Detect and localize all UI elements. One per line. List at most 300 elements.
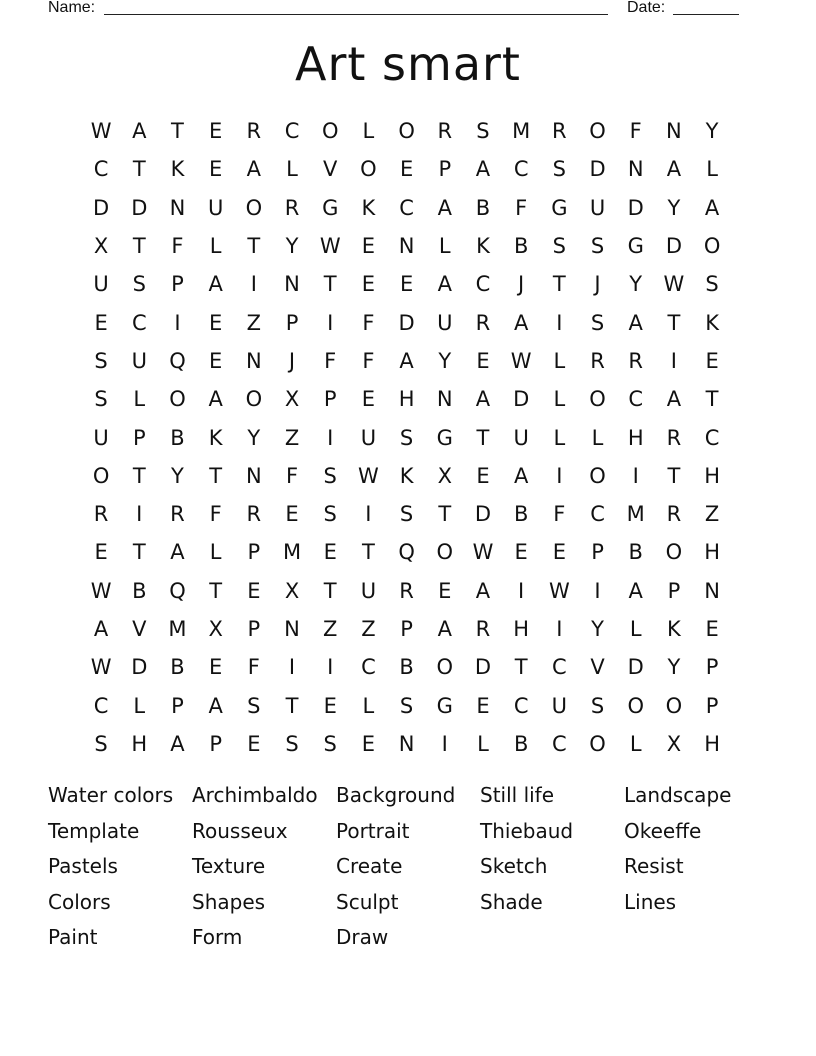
- grid-letter[interactable]: I: [327, 425, 334, 450]
- grid-letter[interactable]: L: [133, 693, 146, 718]
- grid-letter[interactable]: A: [132, 119, 147, 144]
- grid-letter[interactable]: D: [665, 234, 682, 259]
- grid-letter[interactable]: F: [515, 195, 528, 220]
- grid-letter[interactable]: P: [285, 310, 299, 335]
- grid-letter[interactable]: T: [132, 234, 146, 259]
- grid-letter[interactable]: A: [437, 272, 452, 297]
- grid-letter[interactable]: L: [209, 540, 222, 565]
- grid-letter[interactable]: M: [512, 119, 531, 144]
- grid-letter[interactable]: E: [476, 463, 490, 488]
- grid-letter[interactable]: E: [361, 731, 376, 756]
- grid-letter[interactable]: L: [438, 234, 451, 259]
- grid-letter[interactable]: A: [666, 157, 682, 182]
- grid-letter[interactable]: F: [629, 119, 642, 144]
- grid-letter[interactable]: Y: [667, 195, 681, 220]
- grid-letter[interactable]: B: [475, 195, 491, 220]
- grid-letter[interactable]: C: [513, 693, 529, 718]
- grid-letter[interactable]: A: [513, 310, 529, 335]
- grid-letter[interactable]: E: [94, 540, 108, 565]
- grid-letter[interactable]: F: [324, 348, 337, 373]
- grid-letter[interactable]: G: [627, 234, 644, 259]
- grid-letter[interactable]: E: [476, 693, 490, 718]
- grid-letter[interactable]: S: [705, 272, 719, 297]
- grid-letter[interactable]: I: [327, 310, 334, 335]
- grid-letter[interactable]: V: [132, 617, 147, 641]
- grid-letter[interactable]: A: [666, 387, 682, 412]
- grid-letter[interactable]: A: [513, 463, 529, 488]
- grid-letter[interactable]: M: [168, 617, 187, 641]
- grid-letter[interactable]: I: [518, 578, 525, 603]
- grid-letter[interactable]: S: [476, 119, 490, 144]
- grid-letter[interactable]: C: [284, 119, 300, 144]
- grid-letter[interactable]: D: [513, 387, 530, 412]
- grid-letter[interactable]: Z: [704, 502, 720, 527]
- grid-letter[interactable]: E: [438, 578, 452, 603]
- grid-letter[interactable]: P: [247, 617, 261, 641]
- grid-letter[interactable]: E: [361, 234, 376, 259]
- grid-letter[interactable]: V: [323, 157, 338, 182]
- grid-letter[interactable]: A: [208, 693, 223, 718]
- grid-letter[interactable]: H: [513, 617, 530, 641]
- grid-letter[interactable]: R: [475, 617, 491, 641]
- grid-letter[interactable]: F: [285, 463, 299, 488]
- grid-letter[interactable]: E: [209, 119, 223, 144]
- grid-letter[interactable]: Y: [705, 119, 719, 144]
- grid-letter[interactable]: E: [361, 387, 376, 412]
- grid-letter[interactable]: C: [552, 655, 567, 680]
- grid-letter[interactable]: T: [361, 540, 375, 565]
- grid-letter[interactable]: T: [667, 310, 681, 335]
- grid-letter[interactable]: O: [360, 157, 377, 182]
- grid-letter[interactable]: O: [321, 119, 339, 144]
- grid-letter[interactable]: R: [590, 348, 605, 373]
- grid-letter[interactable]: Z: [323, 617, 338, 641]
- grid-letter[interactable]: U: [551, 693, 568, 718]
- grid-letter[interactable]: R: [170, 502, 185, 527]
- grid-letter[interactable]: O: [398, 119, 415, 144]
- grid-letter[interactable]: I: [632, 463, 639, 488]
- grid-letter[interactable]: P: [171, 272, 184, 297]
- grid-letter[interactable]: W: [90, 578, 112, 603]
- grid-letter[interactable]: S: [399, 425, 414, 450]
- grid-letter[interactable]: U: [360, 578, 377, 603]
- grid-letter[interactable]: H: [131, 731, 148, 756]
- grid-letter[interactable]: Y: [591, 617, 604, 641]
- grid-letter[interactable]: A: [437, 617, 452, 641]
- grid-letter[interactable]: T: [132, 157, 146, 182]
- grid-letter[interactable]: S: [247, 693, 261, 718]
- grid-letter[interactable]: A: [628, 310, 643, 335]
- grid-letter[interactable]: H: [704, 463, 720, 488]
- grid-letter[interactable]: W: [90, 119, 112, 144]
- date-blank-line[interactable]: [673, 14, 739, 15]
- grid-letter[interactable]: W: [510, 348, 532, 373]
- grid-letter[interactable]: T: [209, 463, 223, 488]
- grid-letter[interactable]: T: [438, 502, 452, 527]
- word-list-item: Background: [336, 783, 456, 807]
- grid-letter[interactable]: Y: [171, 463, 184, 488]
- grid-letter[interactable]: K: [705, 310, 719, 335]
- grid-letter[interactable]: I: [556, 310, 563, 335]
- grid-letter[interactable]: R: [437, 119, 453, 144]
- grid-letter[interactable]: A: [246, 157, 262, 182]
- grid-letter[interactable]: A: [628, 578, 643, 603]
- grid-letter[interactable]: P: [705, 693, 719, 718]
- grid-letter[interactable]: B: [170, 655, 185, 680]
- grid-letter[interactable]: E: [323, 540, 337, 565]
- grid-letter[interactable]: S: [323, 731, 337, 756]
- grid-letter[interactable]: O: [665, 693, 683, 718]
- grid-letter[interactable]: P: [247, 540, 261, 565]
- grid-letter[interactable]: L: [133, 387, 146, 412]
- grid-letter[interactable]: E: [247, 578, 261, 603]
- grid-letter[interactable]: A: [399, 348, 414, 373]
- grid-letter[interactable]: Z: [284, 425, 300, 450]
- grid-letter[interactable]: D: [627, 195, 644, 220]
- grid-letter[interactable]: E: [247, 731, 261, 756]
- grid-letter[interactable]: O: [436, 655, 454, 680]
- grid-letter[interactable]: S: [590, 310, 605, 335]
- grid-letter[interactable]: C: [513, 157, 529, 182]
- grid-letter[interactable]: E: [209, 157, 223, 182]
- grid-letter[interactable]: D: [627, 655, 644, 680]
- grid-letter[interactable]: E: [209, 348, 223, 373]
- grid-letter[interactable]: I: [365, 502, 372, 527]
- grid-letter[interactable]: O: [169, 387, 186, 412]
- grid-letter[interactable]: D: [131, 195, 148, 220]
- grid-letter[interactable]: R: [666, 425, 682, 450]
- grid-letter[interactable]: U: [131, 348, 147, 373]
- word-list-item: Draw: [336, 925, 389, 949]
- grid-letter[interactable]: C: [704, 425, 720, 450]
- grid-letter[interactable]: O: [589, 731, 606, 756]
- grid-letter[interactable]: L: [629, 731, 642, 756]
- grid-letter[interactable]: I: [441, 731, 448, 756]
- grid-letter[interactable]: C: [475, 272, 491, 297]
- grid-letter[interactable]: C: [552, 731, 567, 756]
- grid-letter[interactable]: S: [94, 348, 108, 373]
- grid-letter[interactable]: S: [552, 234, 567, 259]
- grid-letter[interactable]: E: [705, 348, 719, 373]
- grid-letter[interactable]: S: [590, 693, 605, 718]
- grid-letter[interactable]: G: [436, 425, 453, 450]
- grid-letter[interactable]: R: [475, 310, 491, 335]
- grid-letter[interactable]: U: [513, 425, 529, 450]
- grid-letter[interactable]: X: [208, 617, 223, 641]
- grid-letter[interactable]: Y: [667, 655, 681, 680]
- grid-letter[interactable]: C: [590, 502, 605, 527]
- grid-letter[interactable]: D: [131, 655, 148, 680]
- grid-letter[interactable]: E: [323, 693, 337, 718]
- grid-letter[interactable]: K: [208, 425, 223, 450]
- grid-letter[interactable]: L: [362, 693, 375, 718]
- grid-letter[interactable]: A: [170, 540, 185, 565]
- grid-letter[interactable]: R: [246, 119, 262, 144]
- grid-letter[interactable]: O: [589, 119, 606, 144]
- grid-letter[interactable]: R: [666, 502, 682, 527]
- grid-letter[interactable]: X: [284, 387, 300, 412]
- grid-letter[interactable]: A: [704, 195, 720, 220]
- grid-letter[interactable]: H: [704, 540, 720, 565]
- grid-letter[interactable]: Q: [398, 540, 415, 565]
- grid-letter[interactable]: B: [513, 731, 529, 756]
- grid-letter[interactable]: Z: [361, 617, 376, 641]
- grid-letter[interactable]: I: [174, 310, 181, 335]
- grid-letter[interactable]: P: [132, 425, 146, 450]
- grid-letter[interactable]: E: [705, 617, 719, 641]
- grid-letter[interactable]: C: [93, 693, 109, 718]
- grid-letter[interactable]: K: [476, 234, 490, 259]
- grid-letter[interactable]: W: [358, 463, 379, 488]
- grid-letter[interactable]: C: [399, 195, 414, 220]
- grid-letter[interactable]: S: [399, 693, 414, 718]
- grid-letter[interactable]: E: [476, 348, 490, 373]
- grid-letter[interactable]: L: [286, 157, 298, 182]
- grid-letter[interactable]: D: [474, 502, 492, 527]
- grid-letter[interactable]: X: [437, 463, 452, 488]
- grid-letter[interactable]: R: [93, 502, 109, 527]
- grid-letter[interactable]: R: [552, 119, 567, 144]
- grid-letter[interactable]: F: [362, 310, 375, 335]
- word-list-item: Form: [192, 925, 243, 949]
- word-list-item: Colors: [48, 889, 111, 914]
- grid-letter[interactable]: T: [705, 387, 719, 412]
- grid-letter[interactable]: Q: [169, 348, 186, 373]
- word-list-item: Paint: [48, 925, 98, 949]
- grid-letter[interactable]: N: [436, 387, 453, 412]
- grid-letter[interactable]: X: [666, 731, 682, 756]
- grid-letter[interactable]: S: [323, 502, 337, 527]
- grid-letter[interactable]: A: [475, 387, 491, 412]
- grid-letter[interactable]: O: [589, 463, 606, 488]
- grid-letter[interactable]: U: [589, 195, 606, 220]
- grid-letter[interactable]: O: [665, 540, 683, 565]
- grid-letter[interactable]: O: [589, 387, 606, 412]
- grid-letter[interactable]: N: [169, 195, 186, 220]
- grid-letter[interactable]: H: [627, 425, 644, 450]
- grid-letter[interactable]: I: [670, 348, 677, 373]
- grid-letter[interactable]: P: [438, 157, 452, 182]
- grid-letter[interactable]: A: [437, 195, 452, 220]
- grid-letter[interactable]: O: [627, 693, 644, 718]
- grid-letter[interactable]: I: [136, 502, 143, 527]
- grid-letter[interactable]: S: [323, 463, 337, 488]
- grid-letter[interactable]: O: [436, 540, 454, 565]
- grid-letter[interactable]: B: [513, 502, 529, 527]
- grid-letter[interactable]: J: [288, 348, 296, 373]
- grid-letter[interactable]: T: [132, 463, 146, 488]
- grid-letter[interactable]: T: [514, 655, 528, 680]
- grid-letter[interactable]: B: [132, 578, 147, 603]
- grid-letter[interactable]: A: [208, 272, 223, 297]
- grid-letter[interactable]: T: [323, 578, 337, 603]
- grid-letter[interactable]: W: [90, 655, 112, 680]
- grid-letter[interactable]: X: [93, 234, 109, 259]
- grid-letter[interactable]: V: [590, 655, 605, 680]
- grid-letter[interactable]: O: [245, 195, 263, 220]
- grid-letter[interactable]: N: [627, 157, 644, 182]
- grid-letter[interactable]: P: [667, 578, 681, 603]
- grid-letter[interactable]: U: [93, 425, 109, 450]
- grid-letter[interactable]: Y: [285, 234, 299, 259]
- grid-letter[interactable]: N: [398, 234, 415, 259]
- grid-letter[interactable]: T: [552, 272, 566, 297]
- grid-letter[interactable]: N: [398, 731, 415, 756]
- grid-letter[interactable]: P: [400, 617, 413, 641]
- grid-letter[interactable]: E: [209, 655, 223, 680]
- grid-letter[interactable]: E: [285, 502, 299, 527]
- grid-letter[interactable]: E: [94, 310, 108, 335]
- grid-letter[interactable]: G: [436, 693, 453, 718]
- grid-letter[interactable]: M: [626, 502, 645, 527]
- grid-letter[interactable]: G: [551, 195, 568, 220]
- grid-letter[interactable]: N: [666, 119, 682, 144]
- grid-letter[interactable]: U: [437, 310, 453, 335]
- grid-letter[interactable]: F: [362, 348, 375, 373]
- grid-letter[interactable]: K: [399, 463, 414, 488]
- grid-letter[interactable]: D: [474, 655, 492, 680]
- grid-letter[interactable]: S: [132, 272, 146, 297]
- grid-letter[interactable]: C: [361, 655, 376, 680]
- grid-letter[interactable]: E: [552, 540, 566, 565]
- grid-letter[interactable]: O: [703, 234, 721, 259]
- grid-letter[interactable]: R: [246, 502, 262, 527]
- grid-letter[interactable]: T: [667, 463, 681, 488]
- grid-letter[interactable]: L: [591, 425, 604, 450]
- grid-letter[interactable]: R: [284, 195, 300, 220]
- grid-letter[interactable]: K: [361, 195, 376, 220]
- grid-letter[interactable]: Y: [438, 348, 452, 373]
- grid-letter[interactable]: L: [477, 731, 489, 756]
- grid-letter[interactable]: R: [399, 578, 414, 603]
- grid-letter[interactable]: E: [399, 272, 414, 297]
- grid-letter[interactable]: J: [594, 272, 601, 297]
- grid-letter[interactable]: C: [93, 157, 109, 182]
- grid-letter[interactable]: R: [628, 348, 644, 373]
- grid-letter[interactable]: L: [629, 617, 642, 641]
- grid-letter[interactable]: T: [323, 272, 337, 297]
- grid-letter[interactable]: P: [171, 693, 184, 718]
- grid-letter[interactable]: L: [553, 348, 566, 373]
- grid-letter[interactable]: K: [667, 617, 681, 641]
- grid-letter[interactable]: J: [518, 272, 525, 297]
- grid-letter[interactable]: P: [591, 540, 604, 565]
- grid-letter[interactable]: K: [170, 157, 185, 182]
- grid-letter[interactable]: D: [93, 195, 110, 220]
- grid-letter[interactable]: I: [288, 655, 296, 680]
- grid-letter[interactable]: W: [319, 234, 341, 259]
- grid-letter[interactable]: I: [250, 272, 257, 297]
- grid-letter[interactable]: I: [556, 617, 563, 641]
- grid-letter[interactable]: T: [476, 425, 490, 450]
- grid-letter[interactable]: O: [92, 463, 110, 488]
- grid-letter[interactable]: F: [553, 502, 566, 527]
- grid-letter[interactable]: S: [285, 731, 299, 756]
- grid-letter[interactable]: B: [399, 655, 414, 680]
- grid-letter[interactable]: H: [704, 731, 720, 756]
- grid-letter[interactable]: E: [399, 157, 414, 182]
- grid-letter[interactable]: P: [705, 655, 719, 680]
- grid-letter[interactable]: O: [245, 387, 263, 412]
- grid-letter[interactable]: B: [513, 234, 529, 259]
- grid-letter[interactable]: Q: [169, 578, 186, 603]
- grid-letter[interactable]: D: [398, 310, 415, 335]
- grid-letter[interactable]: S: [94, 387, 108, 412]
- grid-letter[interactable]: U: [93, 272, 109, 297]
- grid-letter[interactable]: W: [663, 272, 685, 297]
- header-line: [0, 0, 816, 18]
- word-list-item: Archimbaldo: [192, 783, 318, 807]
- grid-letter[interactable]: S: [590, 234, 605, 259]
- grid-letter[interactable]: T: [209, 578, 223, 603]
- word-list-item: Landscape: [624, 783, 732, 807]
- grid-letter[interactable]: F: [209, 502, 222, 527]
- grid-letter[interactable]: T: [285, 693, 299, 718]
- grid-letter[interactable]: S: [552, 157, 567, 182]
- grid-letter[interactable]: A: [475, 578, 491, 603]
- grid-letter[interactable]: L: [706, 157, 718, 182]
- grid-letter[interactable]: N: [284, 272, 300, 297]
- grid-letter[interactable]: C: [628, 387, 644, 412]
- grid-letter[interactable]: D: [589, 157, 606, 182]
- grid-letter[interactable]: A: [93, 617, 109, 641]
- grid-letter[interactable]: L: [362, 119, 375, 144]
- grid-letter[interactable]: F: [247, 655, 260, 680]
- grid-letter[interactable]: E: [361, 272, 376, 297]
- grid-letter[interactable]: A: [475, 157, 491, 182]
- name-blank-line[interactable]: [104, 14, 608, 15]
- grid-letter[interactable]: L: [553, 425, 566, 450]
- grid-letter[interactable]: E: [514, 540, 528, 565]
- grid-letter[interactable]: H: [398, 387, 415, 412]
- grid-letter[interactable]: P: [323, 387, 337, 412]
- grid-letter[interactable]: E: [209, 310, 223, 335]
- grid-letter[interactable]: T: [132, 540, 146, 565]
- grid-letter[interactable]: N: [245, 348, 262, 373]
- grid-letter[interactable]: N: [704, 578, 720, 603]
- grid-letter[interactable]: I: [594, 578, 601, 603]
- grid-letter[interactable]: B: [628, 540, 643, 565]
- grid-letter[interactable]: L: [209, 234, 222, 259]
- grid-letter[interactable]: Y: [247, 425, 261, 450]
- grid-letter[interactable]: S: [399, 502, 414, 527]
- grid-letter[interactable]: A: [170, 731, 185, 756]
- grid-letter[interactable]: L: [553, 387, 566, 412]
- grid-letter[interactable]: N: [284, 617, 300, 641]
- grid-letter[interactable]: M: [282, 540, 302, 565]
- grid-letter[interactable]: F: [171, 234, 184, 259]
- grid-letter[interactable]: B: [170, 425, 185, 450]
- grid-letter[interactable]: Y: [629, 272, 643, 297]
- grid-letter[interactable]: G: [322, 195, 339, 220]
- grid-letter[interactable]: X: [284, 578, 300, 603]
- grid-letter[interactable]: W: [548, 578, 570, 603]
- grid-letter[interactable]: U: [207, 195, 224, 220]
- word-list-item: Lines: [624, 889, 677, 914]
- grid-letter[interactable]: U: [360, 425, 377, 450]
- grid-letter[interactable]: T: [171, 119, 184, 144]
- grid-letter[interactable]: T: [247, 234, 261, 259]
- grid-letter[interactable]: I: [327, 655, 334, 680]
- grid-letter[interactable]: A: [208, 387, 223, 412]
- grid-letter[interactable]: P: [209, 731, 222, 756]
- grid-letter[interactable]: C: [131, 310, 147, 335]
- grid-letter[interactable]: Z: [246, 310, 262, 335]
- grid-letter[interactable]: I: [556, 463, 563, 488]
- grid-letter[interactable]: N: [245, 463, 262, 488]
- grid-letter[interactable]: S: [94, 731, 108, 756]
- grid-letter[interactable]: W: [472, 540, 494, 565]
